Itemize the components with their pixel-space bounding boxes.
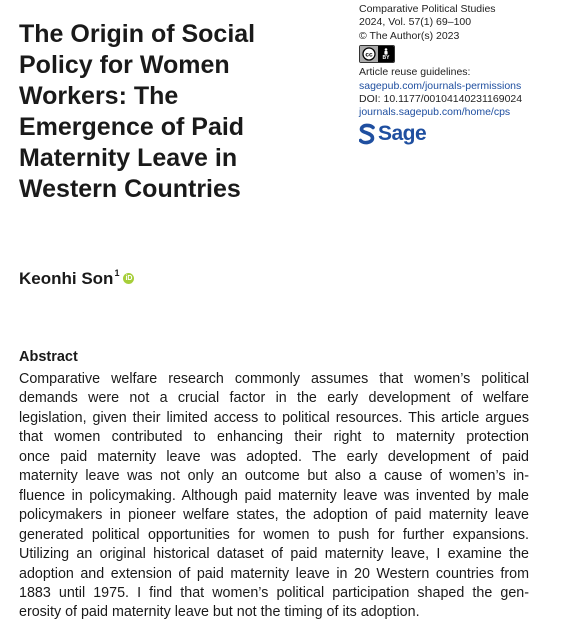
- abstract-line: legislation, given their limited access to political resources. This article argues: [19, 409, 529, 426]
- abstract-line: maternity leave was not only an outcome but also a cause of women’s in-: [19, 468, 529, 485]
- abstract-line: Comparative welfare research commonly assumes that women’s political: [19, 371, 529, 387]
- orcid-icon[interactable]: iD: [125, 275, 133, 282]
- title-line: Policy for Women: [19, 51, 230, 79]
- abstract-line: Utilizing an original historical dataset of paid maternity leave, I examine the: [19, 546, 529, 563]
- abstract-line: once paid maternity leave was adopted. The early development of paid: [19, 448, 529, 465]
- journal-citation: 2024, Vol. 57(1) 69–100: [359, 16, 472, 29]
- sage-icon: [359, 123, 375, 145]
- abstract-line: fluence in policymaking. Although paid maternity leave was invented by male: [19, 487, 529, 504]
- abstract-heading: Abstract: [19, 349, 78, 365]
- author: [19, 269, 134, 289]
- by-label: BY: [382, 54, 390, 61]
- abstract-line: 1883 until 1975. I find that women’s political participation shaped the gen-: [19, 584, 529, 601]
- affiliation-mark: 1: [114, 268, 120, 278]
- title-line: The Origin of Social: [19, 20, 256, 48]
- title-line: Workers: The: [19, 82, 179, 110]
- title-line: Western Countries: [19, 175, 241, 203]
- abstract-line: policymakers in pioneer welfare states, the adoption of paid maternity leave: [19, 507, 529, 524]
- doi[interactable]: DOI: 10.1177/00104140231169024: [359, 93, 523, 106]
- author-name: Keonhi Son: [19, 269, 114, 288]
- publisher-name: Sage: [378, 122, 427, 146]
- abstract-line: generated political opportunities for women to push for further expansions.: [19, 526, 529, 543]
- title-line: Maternity Leave in: [19, 144, 238, 172]
- abstract-line: adoption and extension of paid maternity leave in 20 Western countries from: [19, 565, 529, 582]
- reuse-label: Article reuse guidelines:: [359, 66, 471, 79]
- abstract-line: demands were not a crucial factor in the early development of welfare: [19, 390, 529, 407]
- cc-by-icon[interactable]: [359, 45, 395, 63]
- journal-meta: [359, 3, 559, 145]
- reuse-link[interactable]: sagepub.com/journals-permissions: [359, 79, 522, 92]
- journal-name: Comparative Political Studies: [359, 3, 496, 15]
- cc-label: cc: [365, 51, 373, 59]
- title-line: Emergence of Paid: [19, 113, 245, 141]
- abstract-body: [19, 370, 529, 623]
- sage-logo: [359, 123, 559, 145]
- person-icon: [382, 48, 390, 55]
- article-title: [19, 19, 309, 205]
- abstract-line: erosity of paid maternity leave but not the timing of its adoption.: [19, 604, 420, 621]
- abstract-line: that women contributed to enhancing their right to maternity protection: [19, 429, 529, 446]
- journal-link[interactable]: journals.sagepub.com/home/cps: [359, 106, 511, 119]
- copyright: © The Author(s) 2023: [359, 29, 460, 42]
